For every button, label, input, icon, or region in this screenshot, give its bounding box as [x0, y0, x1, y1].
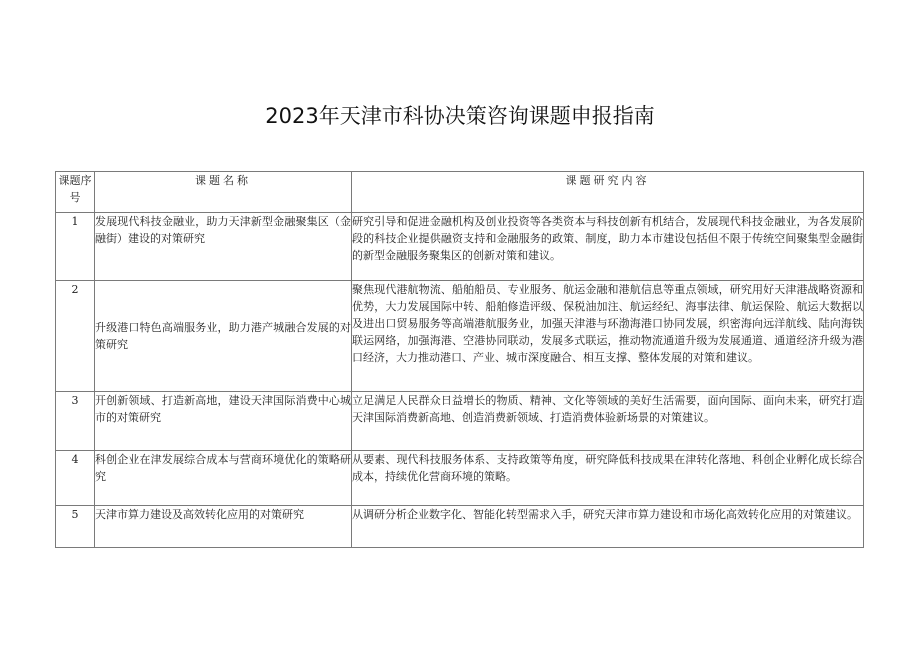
row-number: 5	[56, 506, 95, 548]
topic-content: 聚焦现代港航物流、船舶船员、专业服务、航运金融和港航信息等重点领域，研究用好天津港战略资源和优势，大力发展国际中转、船舶修造评级、保税油加注、航运经纪、海事法律、航运保险、航运大数据以及进出口贸易服务等高端港航服务业，加强天津港与环渤海港口协同发展，织密海向远洋航线、陆向海铁联运网络，加强海港、空港协同联动，发展多式联运，推动物流通道升级为发展通道、通道经济升级为港口经济，大力推动港口、产业、城市深度融合、相互支撑、整体发展的对策和建议。	[352, 281, 864, 392]
row-number: 2	[56, 281, 95, 392]
table-body	[56, 213, 864, 548]
topic-name: 升级港口特色高端服务业，助力港产城融合发展的对策研究	[95, 281, 352, 392]
table-row	[56, 213, 864, 281]
row-number: 3	[56, 392, 95, 451]
header-research-content: 课题研究内容	[352, 172, 864, 213]
topic-content: 立足满足人民群众日益增长的物质、精神、文化等领域的美好生活需要，面向国际、面向未来，研究打造天津国际消费新高地、创造消费新领域、打造消费体验新场景的对策建议。	[352, 392, 864, 451]
topic-name: 开创新领域、打造新高地，建设天津国际消费中心城市的对策研究	[95, 392, 352, 451]
header-topic-name: 课题名称	[95, 172, 352, 213]
topic-content: 从要素、现代科技服务体系、支持政策等角度，研究降低科技成果在津转化落地、科创企业孵化成长综合成本，持续优化营商环境的策略。	[352, 451, 864, 506]
topic-name: 发展现代科技金融业，助力天津新型金融聚集区（金融街）建设的对策研究	[95, 213, 352, 281]
guide-table	[55, 171, 864, 548]
table-header	[56, 172, 864, 213]
topic-name: 天津市算力建设及高效转化应用的对策研究	[95, 506, 352, 548]
row-number: 4	[56, 451, 95, 506]
row-number: 1	[56, 213, 95, 281]
page-title: 2023年天津市科协决策咨询课题申报指南	[265, 104, 655, 128]
table-row	[56, 506, 864, 548]
header-topic-number: 课题序号	[56, 172, 95, 213]
table-row	[56, 392, 864, 451]
topic-content: 从调研分析企业数字化、智能化转型需求入手，研究天津市算力建设和市场化高效转化应用的对策建议。	[352, 506, 864, 548]
table-row	[56, 281, 864, 392]
topic-name: 科创企业在津发展综合成本与营商环境优化的策略研究	[95, 451, 352, 506]
topic-content: 研究引导和促进金融机构及创业投资等各类资本与科技创新有机结合，发展现代科技金融业，为各发展阶段的科技企业提供融资支持和金融服务的政策、制度，助力本市建设包括但不限于传统空间聚集型金融街的新型金融服务聚集区的创新对策和建议。	[352, 213, 864, 281]
table-row	[56, 451, 864, 506]
header-row	[56, 172, 864, 213]
